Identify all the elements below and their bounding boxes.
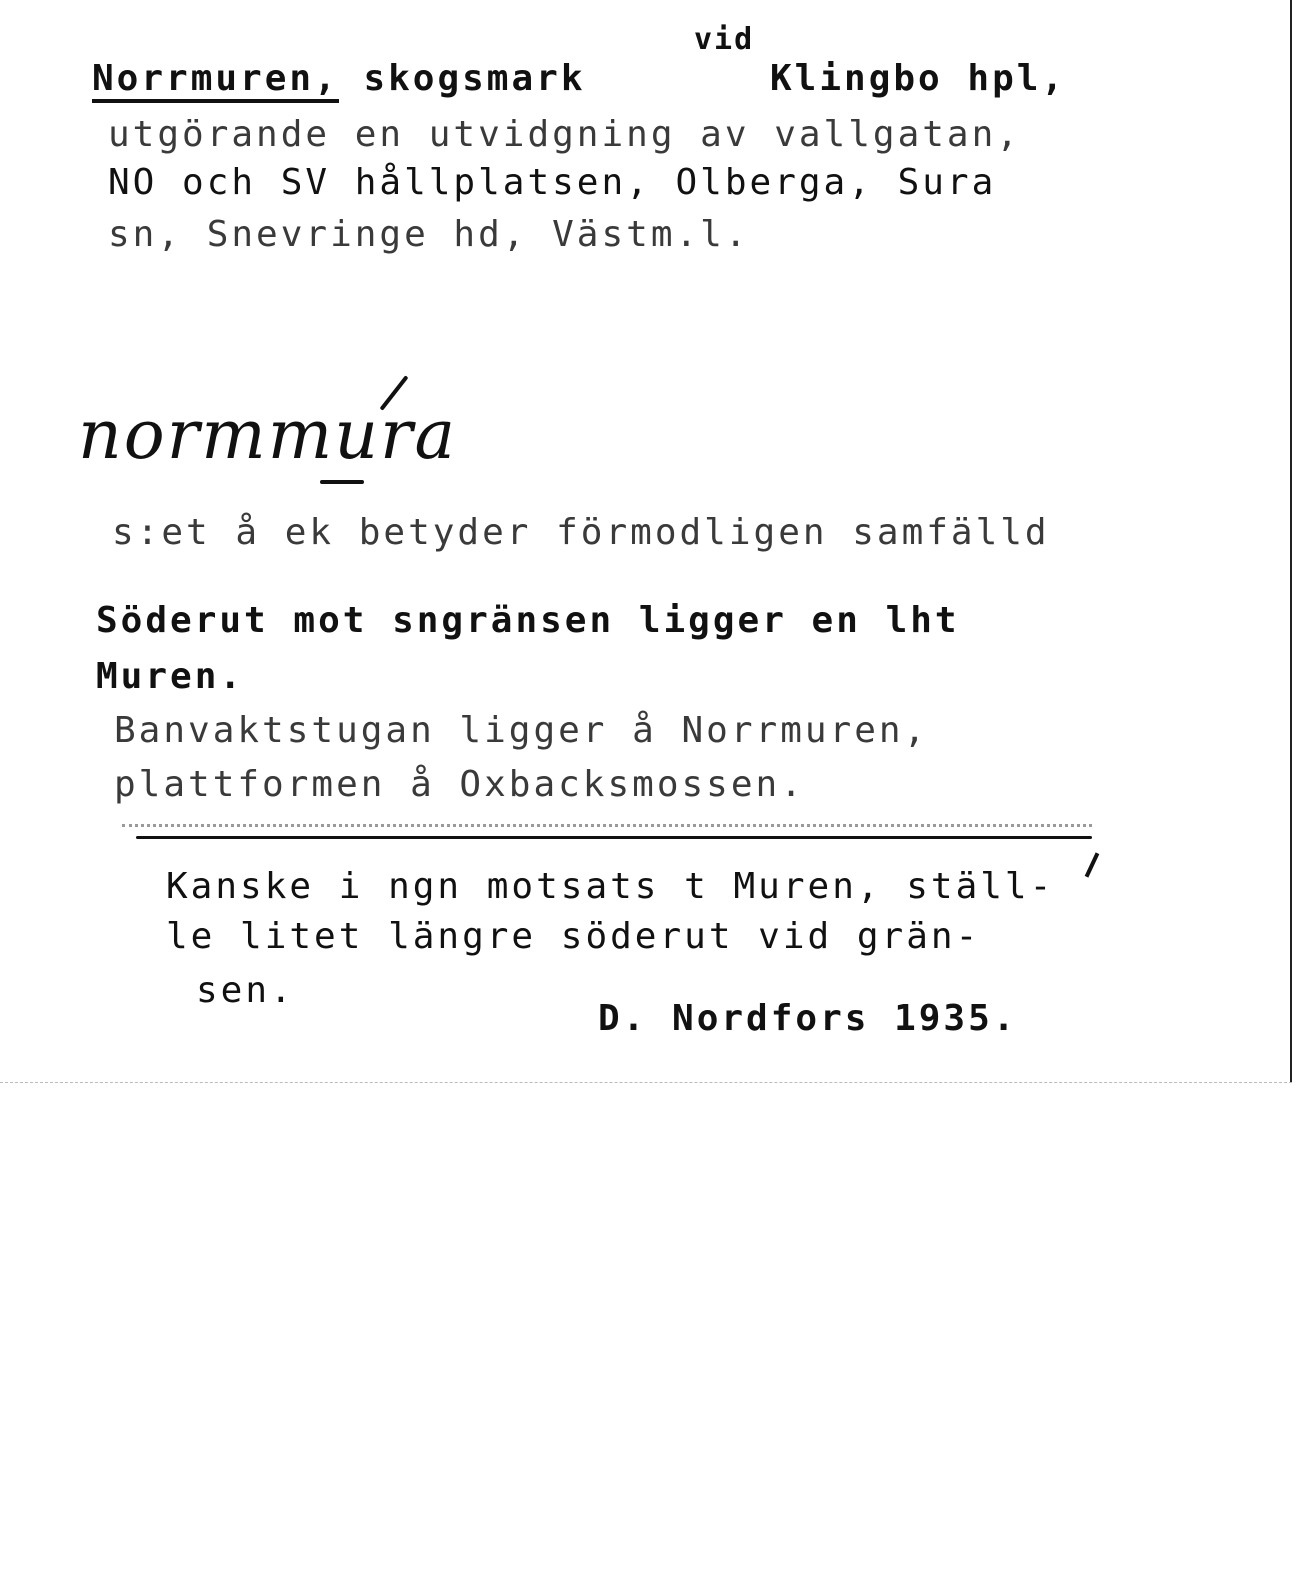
note-1: s:et å ek betyder förmodligen samfälld (112, 512, 1050, 553)
signature: D. Nordfors 1935. (598, 998, 1018, 1039)
headword: Norrmuren, (92, 58, 339, 103)
note-2-line-1: Söderut mot sngränsen ligger en lht (96, 600, 960, 641)
divider-line (136, 836, 1092, 839)
handwritten-underline (320, 480, 364, 484)
faded-divider (122, 824, 1092, 827)
note-3-line-1: Banvaktstugan ligger å Norrmuren, (114, 710, 929, 751)
header-line-1-rest: skogsmark (363, 58, 586, 99)
header-line-1-end: Klingbo hpl, (770, 58, 1067, 99)
header-line-1 (92, 58, 586, 99)
handwritten-form: normmura (78, 396, 458, 475)
note-3-line-2: plattformen å Oxbacksmossen. (114, 764, 805, 805)
comment-line-3: sen. (196, 970, 295, 1011)
header-line-4: sn, Snevringe hd, Västm.l. (108, 214, 750, 255)
header-line-3: NO och SV hållplatsen, Olberga, Sura (108, 162, 997, 203)
comment-line-2: le litet längre söderut vid grän- (166, 916, 981, 957)
comment-line-1: Kanske i ngn motsats t Muren, ställ- (166, 866, 1055, 907)
handwritten-correction-mark (1085, 852, 1100, 877)
note-2-line-2: Muren. (96, 656, 245, 697)
inserted-word-vid: vid (694, 22, 755, 57)
card-bottom-edge (0, 1082, 1292, 1083)
header-line-2: utgörande en utvidgning av vallgatan, (108, 114, 1021, 155)
